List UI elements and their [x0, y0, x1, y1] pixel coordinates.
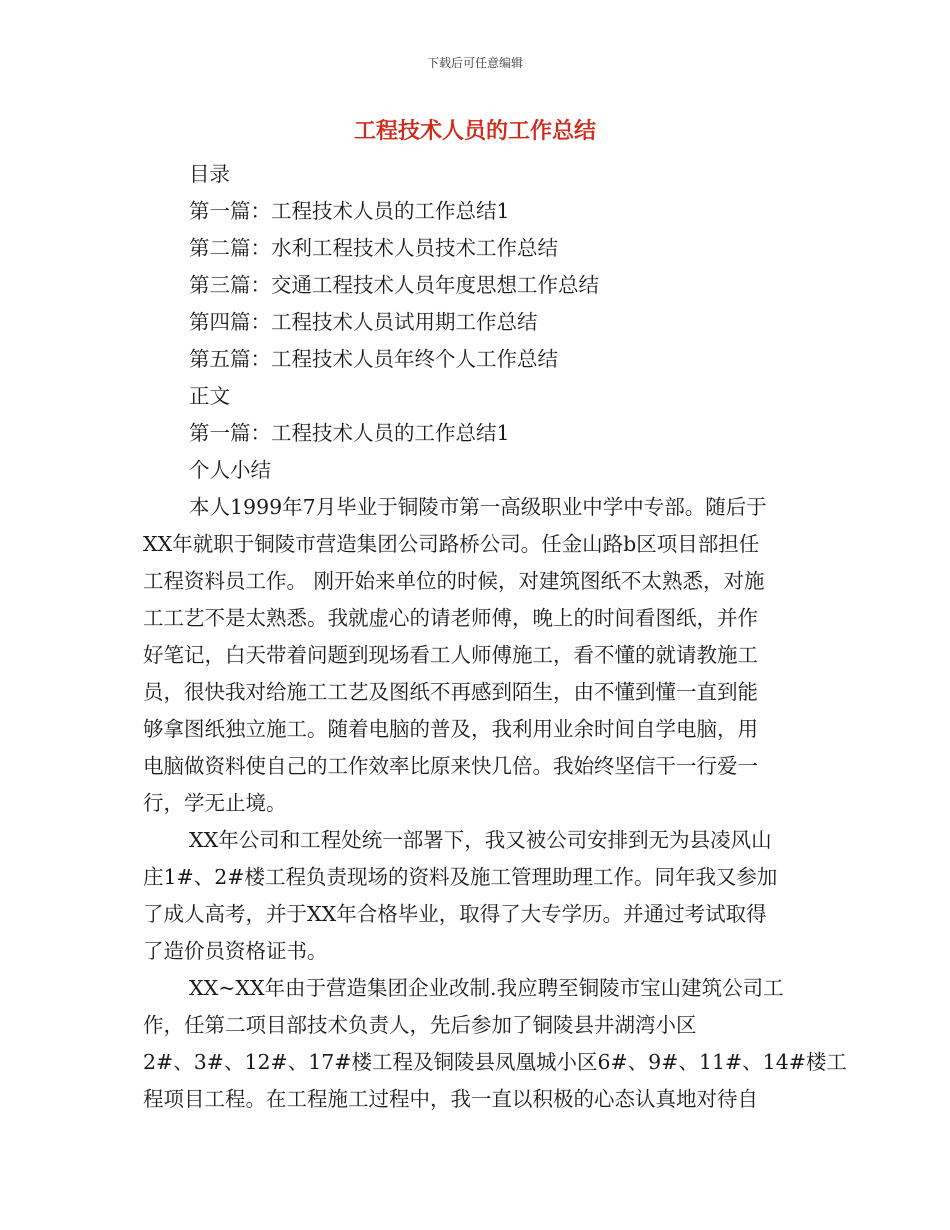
paragraph-line: 了成人高考，并于XX年合格毕业，取得了大专学历。并通过考试取得: [143, 902, 767, 926]
toc-heading: 目录: [189, 162, 230, 186]
paragraph-line: 作，任第二项目部技术负责人，先后参加了铜陵县井湖湾小区: [143, 1013, 697, 1037]
paragraph-line: XX年就职于铜陵市营造集团公司路桥公司。任金山路b区项目部担任: [143, 532, 760, 556]
paragraph-line: 了造价员资格证书。: [143, 939, 328, 963]
paragraph-line: 好笔记，白天带着问题到现场看工人师傅施工，看不懂的就请教施工: [143, 643, 758, 667]
paragraph-line: 2#、3#、12#、17#楼工程及铜陵县凤凰城小区6#、9#、11#、14#楼工: [143, 1050, 847, 1074]
paragraph-line: 工工艺不是太熟悉。我就虚心的请老师傅，晚上的时间看图纸，并作: [143, 606, 758, 630]
body-heading: 正文: [189, 384, 230, 408]
paragraph-line: 程项目工程。在工程施工过程中，我一直以积极的心态认真地对待自: [143, 1087, 758, 1111]
paragraph-line: 够拿图纸独立施工。随着电脑的普及，我利用业余时间自学电脑，用: [143, 717, 758, 741]
paragraph-line: 员，很快我对给施工工艺及图纸不再感到陌生，由不懂到懂一直到能: [143, 680, 758, 704]
document-body: [143, 156, 847, 1118]
toc-item: 第三篇：交通工程技术人员年度思想工作总结: [189, 273, 599, 297]
toc-item: 第二篇：水利工程技术人员技术工作总结: [189, 236, 558, 260]
toc-item: 第一篇：工程技术人员的工作总结1: [189, 199, 510, 223]
section-title: 第一篇：工程技术人员的工作总结1: [189, 421, 510, 445]
paragraph-line: 行，学无止境。: [143, 791, 287, 815]
paragraph-line: 庄1#、2#楼工程负责现场的资料及施工管理助理工作。同年我又参加: [143, 865, 778, 889]
paragraph-line: 工程资料员工作。 刚开始来单位的时候，对建筑图纸不太熟悉，对施: [143, 569, 765, 593]
paragraph-2: [143, 822, 807, 970]
paragraph-1: [143, 489, 807, 822]
paragraph-line: 电脑做资料使自己的工作效率比原来快几倍。我始终坚信干一行爱一: [143, 754, 758, 778]
paragraph-line: XX年公司和工程处统一部署下，我又被公司安排到无为县凌风山: [189, 828, 772, 852]
document-title: 工程技术人员的工作总结: [353, 119, 596, 144]
toc-item: 第五篇：工程技术人员年终个人工作总结: [189, 347, 558, 371]
paragraph-line: 本人1999年7月毕业于铜陵市第一高级职业中学中专部。随后于: [189, 495, 767, 519]
paragraph-line: XX~XX年由于营造集团企业改制.我应聘至铜陵市宝山建筑公司工: [189, 976, 784, 1000]
paragraph-3: [143, 970, 847, 1118]
page-header-note: 下载后可任意编辑: [426, 56, 523, 70]
section-subtitle: 个人小结: [189, 458, 271, 482]
toc-item: 第四篇：工程技术人员试用期工作总结: [189, 310, 538, 334]
